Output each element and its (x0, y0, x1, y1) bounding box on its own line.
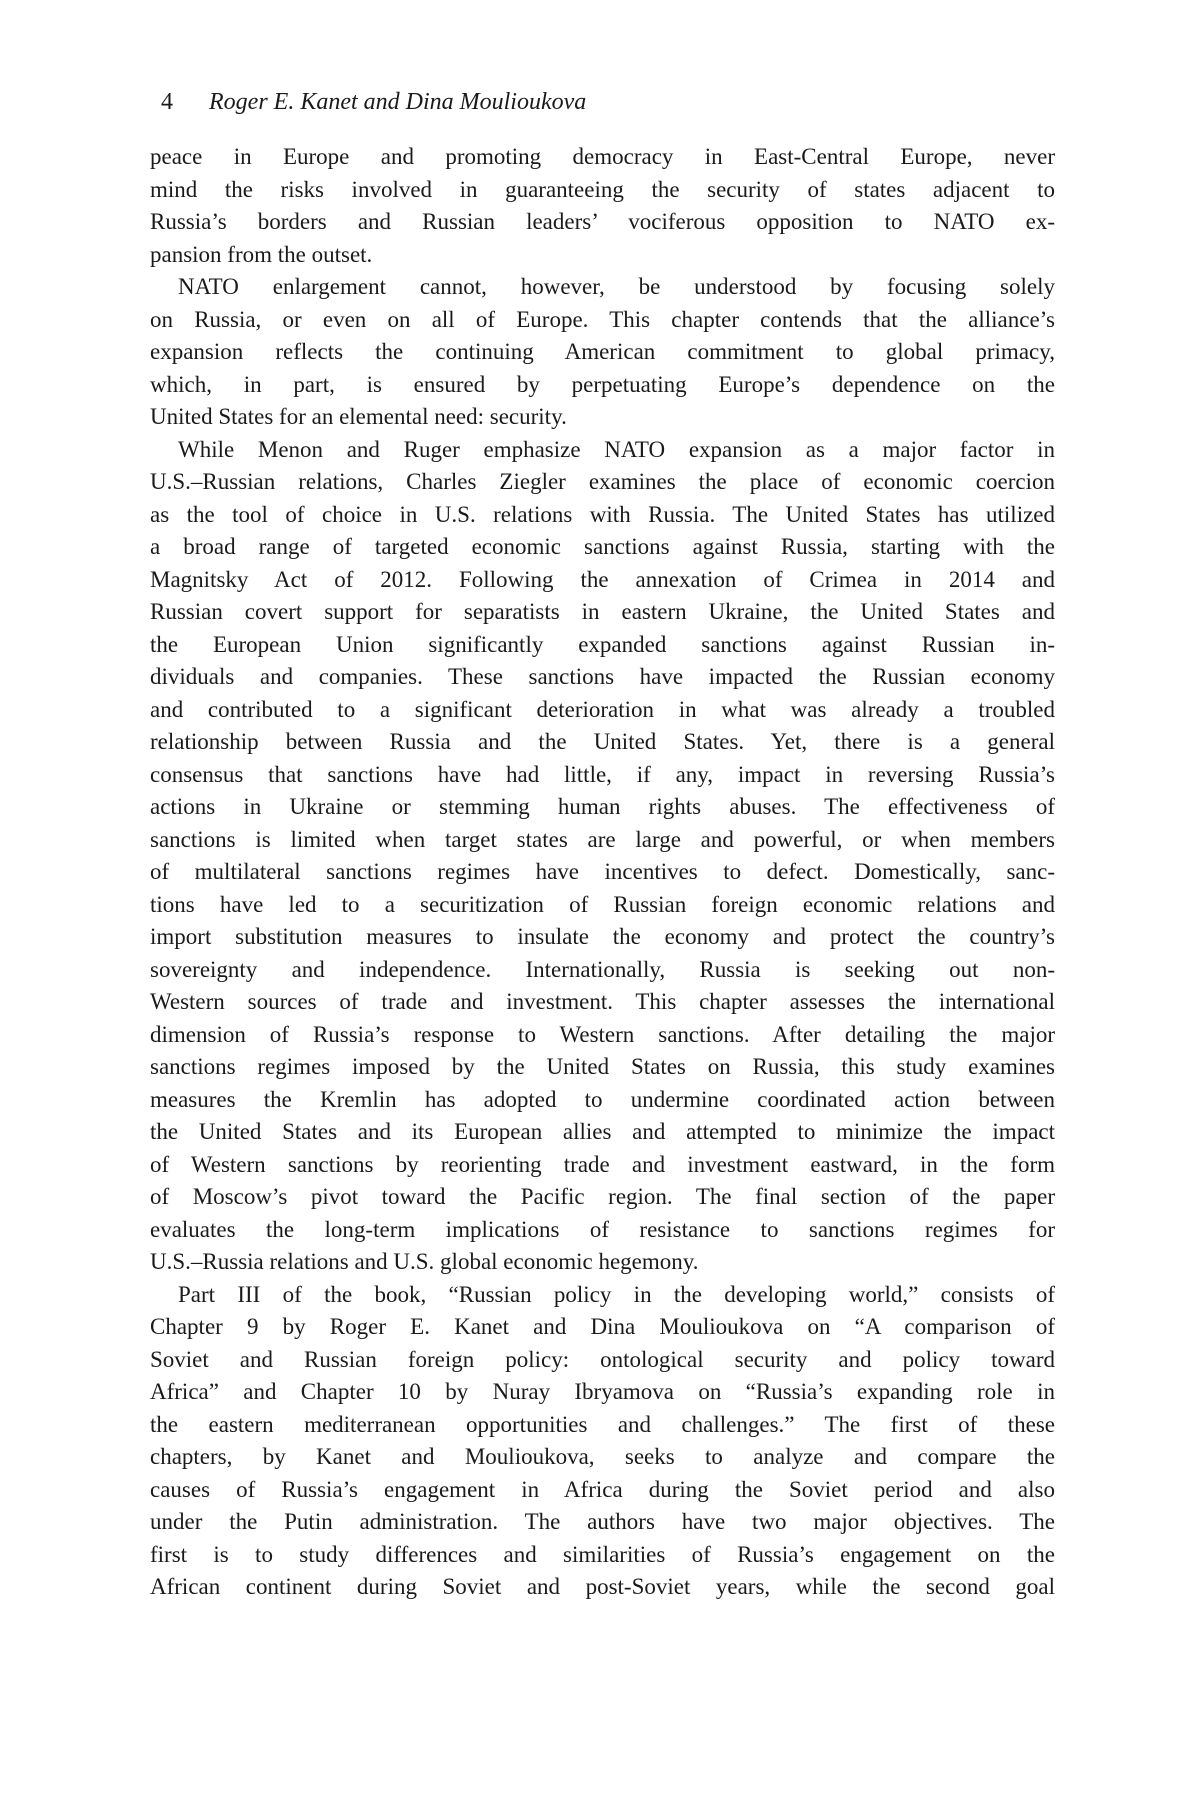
text-line: a broad range of targeted economic sanctions against Russia, starting with the (150, 534, 1055, 559)
text-line: Magnitsky Act of 2012. Following the annexation of Crimea in 2014 and (150, 566, 1055, 592)
text-line: the United States and its European allies and attempted to minimize the impact (150, 1119, 1055, 1144)
text-line: U.S.–Russian relations, Charles Ziegler examines the place of economic coercion (150, 469, 1055, 494)
text-line: pansion from the outset. (150, 241, 373, 267)
running-header (161, 88, 586, 116)
text-line: import substitution measures to insulate the economy and protect the country’s (150, 924, 1055, 949)
text-line: United States for an elemental need: security. (150, 404, 567, 429)
body-text (150, 141, 1055, 1604)
text-line: tions have led to a securitization of Russian foreign economic relations and (150, 891, 1055, 917)
text-line: While Menon and Ruger emphasize NATO expansion as a major factor in (178, 436, 1055, 462)
text-line: causes of Russia’s engagement in Africa during the Soviet period and also (150, 1476, 1055, 1502)
text-line: consensus that sanctions have had little, if any, impact in reversing Russia’s (150, 761, 1055, 787)
text-line: of Western sanctions by reorienting trade and investment eastward, in the form (150, 1151, 1055, 1177)
text-line: measures the Kremlin has adopted to undermine coordinated action between (150, 1086, 1055, 1112)
page-number: 4 (161, 89, 173, 115)
text-line: African continent during Soviet and post-Soviet years, while the second goal (150, 1574, 1055, 1599)
text-line: under the Putin administration. The authors have two major objectives. The (150, 1509, 1055, 1534)
text-line: the eastern mediterranean opportunities and challenges.” The first of these (150, 1411, 1055, 1437)
text-line: relationship between Russia and the United States. Yet, there is a general (150, 729, 1055, 754)
text-line: on Russia, or even on all of Europe. This chapter contends that the alliance’s (150, 306, 1055, 332)
paragraph (150, 271, 1055, 434)
running-title: Roger E. Kanet and Dina Moulioukova (209, 89, 587, 115)
text-line: Russia’s borders and Russian leaders’ vociferous opposition to NATO ex- (150, 209, 1055, 234)
text-line: NATO enlargement cannot, however, be understood by focusing solely (178, 274, 1055, 299)
text-line: Soviet and Russian foreign policy: ontological security and policy toward (150, 1346, 1055, 1372)
text-line: Africa” and Chapter 10 by Nuray Ibryamova on “Russia’s expanding role in (150, 1379, 1055, 1404)
text-line: mind the risks involved in guaranteeing the security of states adjacent to (150, 176, 1055, 202)
text-line: sanctions is limited when target states are large and powerful, or when members (150, 826, 1055, 852)
text-line: Russian covert support for separatists in eastern Ukraine, the United States and (150, 599, 1055, 624)
text-line: chapters, by Kanet and Moulioukova, seeks to analyze and compare the (150, 1444, 1055, 1469)
text-line: peace in Europe and promoting democracy in East-Central Europe, never (150, 144, 1055, 169)
text-line: first is to study differences and similarities of Russia’s engagement on the (150, 1541, 1055, 1567)
text-line: of multilateral sanctions regimes have incentives to defect. Domestically, sanc- (150, 859, 1055, 884)
text-line: dimension of Russia’s response to Western sanctions. After detailing the major (150, 1021, 1055, 1047)
text-line: U.S.–Russia relations and U.S. global economic hegemony. (150, 1249, 699, 1274)
text-line: actions in Ukraine or stemming human rights abuses. The effectiveness of (150, 794, 1055, 819)
text-line: which, in part, is ensured by perpetuating Europe’s dependence on the (150, 371, 1055, 397)
paragraph (150, 1279, 1055, 1604)
text-line: Chapter 9 by Roger E. Kanet and Dina Moulioukova on “A comparison of (150, 1314, 1055, 1339)
text-line: evaluates the long-term implications of resistance to sanctions regimes for (150, 1216, 1055, 1242)
paragraph (150, 434, 1055, 1279)
text-line: and contributed to a significant deterioration in what was already a troubled (150, 696, 1055, 722)
text-line: sanctions regimes imposed by the United States on Russia, this study examines (150, 1054, 1055, 1079)
paragraph (150, 141, 1055, 271)
text-line: Part III of the book, “Russian policy in the developing world,” consists of (178, 1281, 1055, 1307)
text-line: Western sources of trade and investment. This chapter assesses the international (150, 989, 1055, 1014)
text-line: expansion reflects the continuing American commitment to global primacy, (150, 339, 1055, 364)
text-line: the European Union significantly expanded sanctions against Russian in- (150, 631, 1055, 657)
text-line: dividuals and companies. These sanctions have impacted the Russian economy (150, 664, 1055, 689)
text-line: as the tool of choice in U.S. relations with Russia. The United States has utilized (150, 501, 1055, 527)
text-line: sovereignty and independence. Internationally, Russia is seeking out non- (150, 956, 1055, 982)
text-line: of Moscow’s pivot toward the Pacific region. The final section of the paper (150, 1184, 1055, 1209)
